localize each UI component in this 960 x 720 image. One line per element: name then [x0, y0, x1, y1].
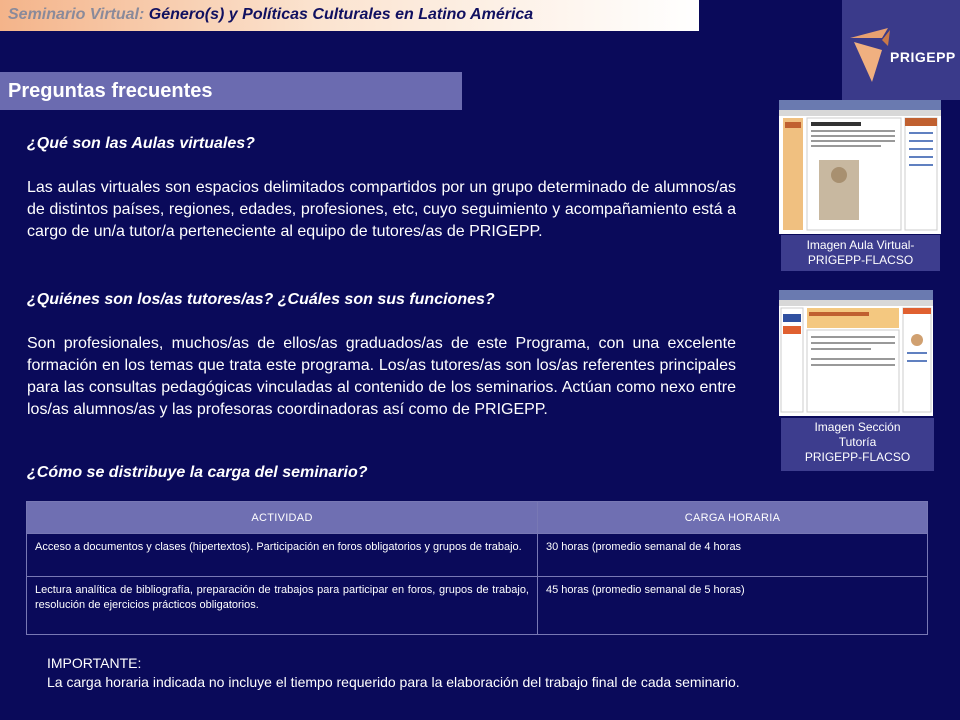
- workload-table: [26, 501, 928, 635]
- seccion-tutoria-screenshot-icon: [779, 290, 933, 416]
- section-heading-bar: [0, 72, 462, 110]
- aula-virtual-caption: [781, 235, 940, 271]
- aula-virtual-caption-line-1: Imagen Aula Virtual-: [806, 238, 915, 252]
- faq-question-3: ¿Cómo se distribuye la carga del seminario?: [27, 464, 368, 481]
- aula-virtual-caption-line-2: PRIGEPP-FLACSO: [807, 253, 914, 267]
- important-note: [47, 654, 740, 692]
- table-cell-activity: Acceso a documentos y clases (hipertextos). Participación en foros obligatorios y grupos de trabajo.: [27, 534, 538, 577]
- table-header-hours: CARGA HORARIA: [538, 502, 928, 534]
- seminar-title-prefix: Seminario Virtual:: [8, 6, 145, 23]
- seccion-tutoria-caption-line-1: Imagen Sección: [814, 420, 901, 434]
- seccion-tutoria-caption-line-2: Tutoría: [838, 435, 877, 449]
- seccion-tutoria-caption: [781, 418, 934, 471]
- aula-virtual-screenshot: [779, 100, 941, 234]
- faq-answer-1: Las aulas virtuales son espacios delimitados compartidos por un grupo determinado de alumnos/as de distintos países, regiones, edades, profesiones, etc, cuyo seguimiento y acompañamiento está a cargo de un/a tutor/a perteneciente al equipo de tutores/as de PRIGEPP.: [27, 179, 736, 240]
- seminar-title-name: Género(s) y Políticas Culturales en Latino América: [148, 6, 534, 23]
- table-cell-activity: Lectura analítica de bibliografía, preparación de trabajos para participar en foros, grupos de trabajo, resolución de ejercicios prácticos obligatorios.: [27, 577, 538, 635]
- faq-answer-2: Son profesionales, muchos/as de ellos/as graduados/as de este Programa, con una excelente formación en los temas que trata este programa. Los/as tutores/as son los/as referentes principales para las consultas pedagógicas vinculadas al contenido de los seminarios. Actúan como nexo entre los/as alumnos/as y las profesoras coordinadoras así como de PRIGEPP.: [27, 335, 736, 418]
- seccion-tutoria-screenshot: [779, 290, 933, 416]
- seminar-title-bar: [0, 0, 699, 31]
- section-title: Preguntas frecuentes: [8, 80, 213, 102]
- important-note-title: IMPORTANTE:: [47, 655, 142, 671]
- seminar-title: [8, 6, 533, 24]
- seccion-tutoria-caption-line-3: PRIGEPP-FLACSO: [804, 450, 911, 464]
- table-cell-hours: 30 horas (promedio semanal de 4 horas: [538, 534, 928, 577]
- important-note-text: La carga horaria indicada no incluye el tiempo requerido para la elaboración del trabajo final de cada seminario.: [47, 674, 740, 690]
- table-header-row: [27, 502, 928, 534]
- prigepp-logo: [842, 0, 960, 100]
- faq-question-2: ¿Quiénes son los/as tutores/as? ¿Cuáles son sus funciones?: [27, 291, 495, 308]
- table-row: [27, 534, 928, 577]
- aula-virtual-screenshot-icon: [779, 100, 941, 234]
- table-cell-hours: 45 horas (promedio semanal de 5 horas): [538, 577, 928, 635]
- faq-question-1: ¿Qué son las Aulas virtuales?: [27, 135, 255, 152]
- table-row: [27, 577, 928, 635]
- logo-text: PRIGEPP: [890, 49, 956, 65]
- table-header-activity: ACTIVIDAD: [27, 502, 538, 534]
